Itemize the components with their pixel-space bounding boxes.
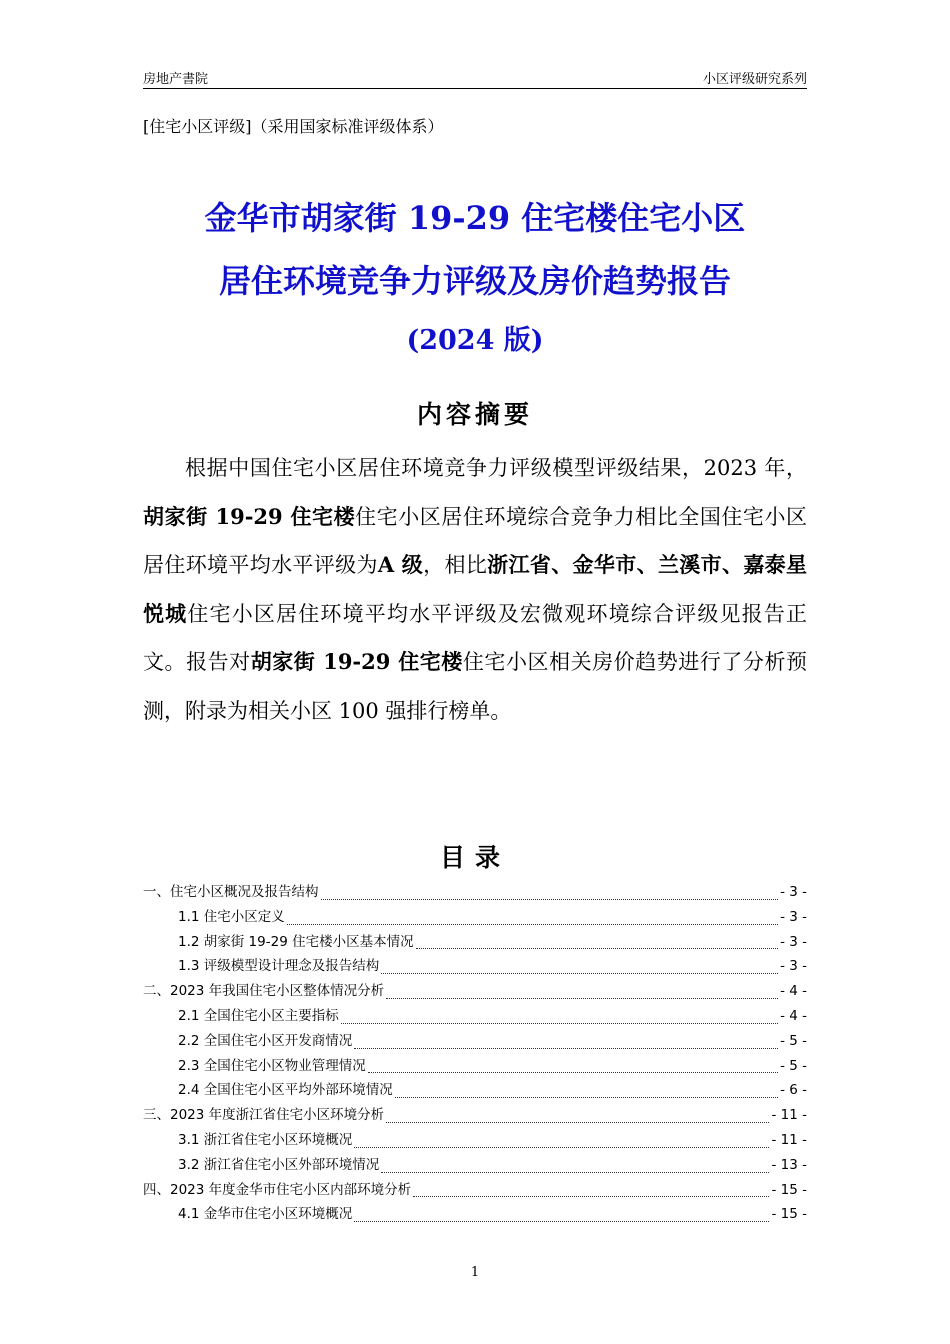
toc-entry-label: 二、2023 年我国住宅小区整体情况分析 — [143, 983, 385, 1000]
toc-entry-page: - 11 - — [771, 1131, 807, 1148]
summary-emphasis: 胡家街 19-29 住宅楼 — [250, 649, 463, 674]
toc-entry-page: - 3 - — [780, 958, 807, 975]
toc-entry-page: - 15 - — [771, 1206, 807, 1223]
toc-leader-dots — [341, 1013, 778, 1024]
toc-entry-page: - 11 - — [771, 1107, 807, 1124]
summary-emphasis: 浙江省、金华市、兰溪市、嘉泰星悦城 — [143, 552, 808, 626]
summary-emphasis: 胡家街 19-29 住宅楼 — [143, 503, 356, 529]
header-series: 小区评级研究系列 — [702, 72, 807, 87]
toc-entry[interactable] — [143, 1103, 807, 1128]
toc-leader-dots — [381, 1162, 769, 1173]
toc-entry[interactable] — [143, 1029, 807, 1054]
toc-leader-dots — [386, 1112, 769, 1123]
toc-entry-label: 1.2 胡家街 19-29 住宅楼小区基本情况 — [178, 933, 414, 950]
header-publisher: 房地产書院 — [143, 72, 209, 87]
toc-leader-dots — [381, 963, 778, 974]
toc-leader-dots — [354, 1038, 778, 1049]
toc-entry-page: - 3 - — [780, 908, 807, 925]
toc-entry-page: - 4 - — [780, 983, 807, 1000]
toc-entry-label: 2.1 全国住宅小区主要指标 — [178, 1007, 339, 1024]
toc-entry[interactable] — [143, 979, 807, 1004]
summary-emphasis: A 级 — [377, 552, 424, 577]
toc-leader-dots — [395, 1087, 778, 1098]
toc-entry-page: - 4 - — [780, 1007, 807, 1024]
toc-entry-page: - 3 - — [780, 933, 807, 950]
toc-leader-dots — [413, 1186, 769, 1197]
toc-entry[interactable] — [143, 1054, 807, 1079]
toc-entry-page: - 6 - — [780, 1082, 807, 1099]
toc-leader-dots — [354, 1211, 769, 1222]
toc-entry-label: 2.4 全国住宅小区平均外部环境情况 — [178, 1082, 393, 1099]
toc-entry-label: 一、住宅小区概况及报告结构 — [143, 884, 319, 900]
report-edition: (2024 版) — [406, 325, 544, 356]
summary-run: 住宅小区居住环境综合竞争力相比全国住宅小区居住环境平均水平评级为 — [143, 504, 807, 577]
toc-entry-label: 1.1 住宅小区定义 — [178, 908, 285, 925]
toc-entry[interactable] — [143, 880, 807, 905]
toc-entry[interactable] — [143, 954, 807, 979]
toc-entry-label: 4.1 金华市住宅小区环境概况 — [178, 1206, 353, 1223]
summary-paragraph — [143, 444, 807, 735]
toc-entry-page: - 5 - — [780, 1032, 807, 1049]
toc-entry-label: 1.3 评级模型设计理念及报告结构 — [178, 958, 380, 975]
toc-leader-dots — [386, 988, 778, 999]
table-of-contents — [143, 880, 807, 1227]
toc-entry-label: 3.2 浙江省住宅小区外部环境情况 — [178, 1156, 380, 1173]
toc-entry[interactable] — [143, 1153, 807, 1178]
summary-run: 住宅小区居住环境平均水平评级及宏微观环境综合评级见报告正文。报告对 — [143, 601, 808, 674]
toc-entry-label: 三、2023 年度浙江省住宅小区环境分析 — [143, 1107, 385, 1124]
page-header — [143, 62, 807, 89]
toc-entry-label: 2.3 全国住宅小区物业管理情况 — [178, 1057, 366, 1074]
summary-heading: 内容摘要 — [416, 400, 533, 429]
toc-leader-dots — [354, 1137, 769, 1148]
toc-entry-page: - 13 - — [771, 1156, 807, 1173]
toc-entry[interactable] — [143, 1004, 807, 1029]
toc-leader-dots — [321, 889, 779, 900]
page-number: 1 — [470, 1265, 480, 1280]
toc-entry-page: - 15 - — [771, 1181, 807, 1198]
toc-entry-label: 四、2023 年度金华市住宅小区内部环境分析 — [143, 1181, 412, 1198]
toc-entry[interactable] — [143, 905, 807, 930]
rating-line: [住宅小区评级]（采用国家标准评级体系） — [143, 117, 444, 136]
toc-leader-dots — [287, 914, 778, 925]
summary-run: 住宅小区相关房价趋势进行了分析预测，附录为相关小区 100 强排行榜单。 — [143, 650, 808, 723]
toc-heading: 目录 — [439, 843, 510, 872]
toc-entry[interactable] — [143, 1202, 807, 1227]
toc-entry[interactable] — [143, 1128, 807, 1153]
toc-entry[interactable] — [143, 930, 807, 955]
summary-run: 根据中国住宅小区居住环境竞争力评级模型评级结果，2023 年， — [185, 456, 807, 480]
toc-entry-page: - 5 - — [780, 1057, 807, 1074]
toc-entry-label: 3.1 浙江省住宅小区环境概况 — [178, 1131, 353, 1148]
toc-entry-label: 2.2 全国住宅小区开发商情况 — [178, 1032, 353, 1049]
toc-entry-page: - 3 - — [780, 884, 807, 900]
toc-entry[interactable] — [143, 1078, 807, 1103]
report-title-line1: 金华市胡家街 19-29 住宅楼住宅小区 — [204, 199, 746, 237]
toc-entry[interactable] — [143, 1178, 807, 1203]
summary-text — [143, 444, 807, 735]
report-title-line2: 居住环境竞争力评级及房价趋势报告 — [218, 262, 731, 300]
summary-run: ，相比 — [423, 553, 488, 577]
toc-leader-dots — [416, 938, 779, 949]
toc-leader-dots — [368, 1062, 778, 1073]
